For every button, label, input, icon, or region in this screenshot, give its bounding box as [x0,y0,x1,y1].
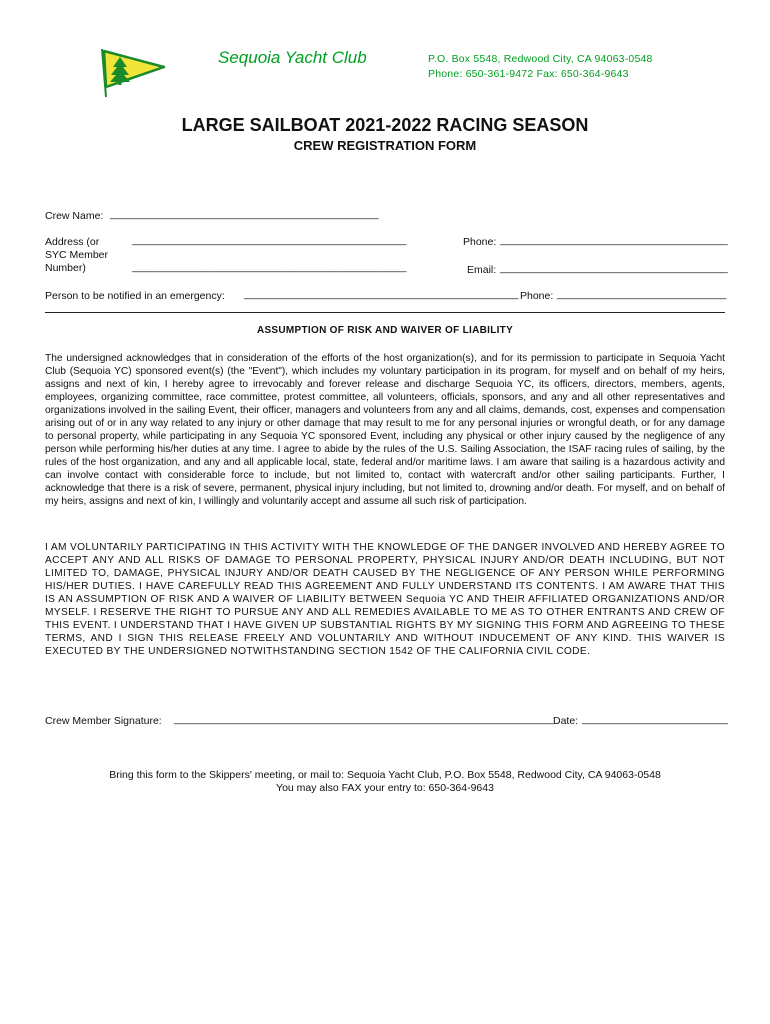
club-phone-fax: Phone: 650-361-9472 Fax: 650-364-9643 [428,68,629,80]
waiver-heading: ASSUMPTION OF RISK AND WAIVER OF LIABILITY [256,325,514,336]
address-field-line1[interactable]: _______________________________________________ [132,234,407,246]
section-divider [45,312,725,313]
date-label: Date: [553,715,579,727]
email-label: Email: [467,264,497,276]
phone-label: Phone: [463,236,497,248]
address-label-line3: Number) [45,262,86,274]
form-title: LARGE SAILBOAT 2021-2022 RACING SEASON [181,115,589,135]
crew-name-field[interactable]: ______________________________________________ [110,208,379,220]
phone-field[interactable]: _______________________________________ [500,234,728,246]
emergency-phone-label: Phone: [520,290,554,302]
emergency-contact-label: Person to be notified in an emergency: [45,290,225,302]
form-subtitle: CREW REGISTRATION FORM [293,138,477,153]
club-burgee-logo [98,47,168,99]
emergency-phone-field[interactable]: _____________________________ [557,288,727,300]
club-address: P.O. Box 5548, Redwood City, CA 94063-0548 [428,53,653,65]
waiver-paragraph: The undersigned acknowledges that in consideration of the efforts of the host organization(s), and for its permission to participate in Sequoia Yacht Club (Sequoia YC) sponsored event(s) (the "Event"), which includes my voluntary participation in its program, for myself and on behalf of my heirs, assigns and next of kin, I hereby agree to irrevocably and forever release and discharge Sequoia YC, its officers, directors, members, agents, employees, organizing committee, race committee, protest committee, all volunteers, officials, sponsors, and any and all other representatives and organizations involved in the sailing Event, their officer, managers and volunteers from any and all claims, demands, cost, expenses and compensation arising out of or in any way related to any injury or other damage that may result to me for any personal injuries or wrongful death, or for any damage to personal property, while participating in any Sequoia YC sponsored Event, including any physical or other injury caused by the negligence of any person while performing his/her duties at any time. I agree to abide by the rules of the U.S. Sailing Association, the ISAF racing rules of sailing, by the rules of the host organization, and any and all applicable local, state, federal and/or maritime laws. I am aware that sailing is a hazardous activity and can involve contact with considerable force to include, but not limited to, contact with watercraft and/or other sailing participants. Further, I acknowledge that there is a risk of severe, permanent, physical injury including, but not limited to, drowning and/or death. For myself, and on behalf of my heirs, assigns and next of kin, I willingly and voluntarily accept and assume all such risk of participation. [45,353,725,507]
club-name: Sequoia Yacht Club [218,48,367,67]
waiver-acknowledgement-paragraph: I AM VOLUNTARILY PARTICIPATING IN THIS ACTIVITY WITH THE KNOWLEDGE OF THE DANGER INVOLVED AND HEREBY AGREE TO ACCEPT ANY AND ALL RISKS OF DAMAGE TO PERSONAL PROPERTY, PHYSICAL INJURY AND/OR DEATH INCLUDING, BUT NOT LIMITED TO, DAMAGE, PHYSICAL INJURY AND/OR DEATH CAUSED BY THE NEGLIGENCE OF ANY PERSON WHILE PERFORMING HIS/HER DUTIES. I HAVE CAREFULLY READ THIS AGREEMENT AND FULLY UNDERSTAND ITS CONTENTS. I AM AWARE THAT THIS IS AN ASSUMPTION OF RISK AND A WAIVER OF LIABILITY BETWEEN Sequoia YC AND THEIR AFFILIATED ORGANIZATIONS AND/OR MYSELF. I RESERVE THE RIGHT TO PURSUE ANY AND ALL REMEDIES AVAILABLE TO ME AS TO OTHER ENTRANTS AND CREW OF THIS EVENT. I UNDERSTAND THAT I HAVE GIVEN UP SUBSTANTIAL RIGHTS BY MY SIGNING THIS FORM AND AGREEING TO THESE TERMS, AND I SIGN THIS RELEASE FREELY AND VOLUNTARILY AND WITHOUT INDUCEMENT OF ANY KIND. THIS WAIVER IS EXECUTED BY THE UNDERSIGNED NOTWITHSTANDING SECTION 1542 OF THE CALIFORNIA CIVIL CODE. [45,542,725,657]
emergency-contact-field[interactable]: _______________________________________________ [244,288,519,300]
email-field[interactable]: _______________________________________ [500,262,728,274]
mail-instructions: Bring this form to the Skippers' meeting, or mail to: Sequoia Yacht Club, P.O. Box 5548, Redwood City, CA 94063-0548 [109,769,661,781]
address-label-line1: Address (or [45,236,100,248]
fax-instructions: You may also FAX your entry to: 650-364-9643 [276,782,494,794]
crew-name-label: Crew Name: [45,210,104,222]
signature-label: Crew Member Signature: [45,715,162,727]
address-label-line2: SYC Member [45,249,109,261]
address-field-line2[interactable]: _______________________________________________ [132,261,407,273]
signature-field[interactable]: _________________________________________________________________ [174,713,554,725]
date-field[interactable]: _________________________ [582,713,728,725]
